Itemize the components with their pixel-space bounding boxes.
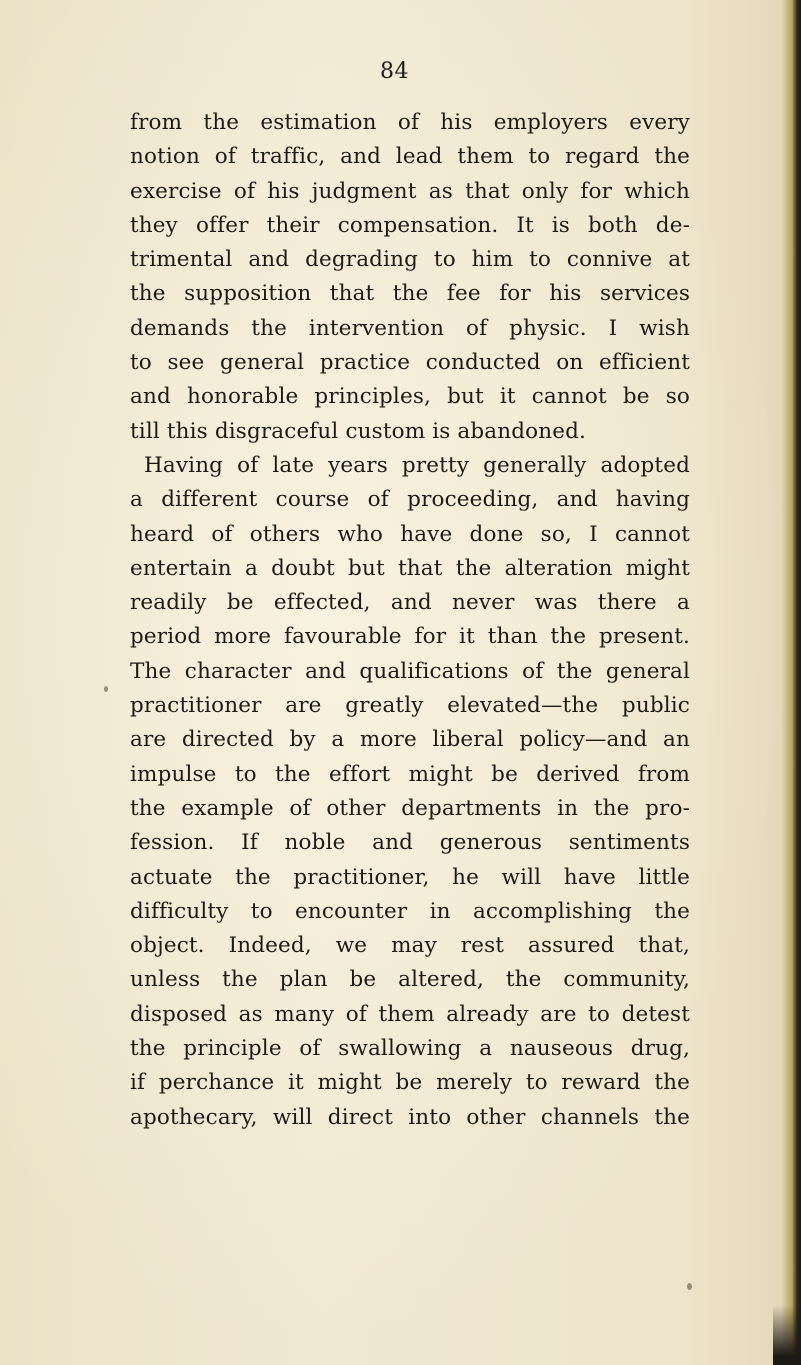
text-line: The character and qualifications of the general (130, 658, 690, 684)
text-line: a different course of proceeding, and having (130, 487, 690, 513)
text-line: impulse to the effort might be derived from (130, 761, 690, 787)
page-edge-shadow (781, 0, 801, 1365)
text-line: the example of other departments in the pro- (130, 795, 690, 821)
text-line: demands the intervention of physic. I wish (130, 315, 690, 341)
text-line: practitioner are greatly elevated—the public (130, 693, 690, 719)
text-line: fession. If noble and generous sentiments (130, 830, 690, 856)
text-line: actuate the practitioner, he will have little (130, 864, 690, 890)
text-line: disposed as many of them already are to detest (130, 1001, 690, 1027)
text-line: if perchance it might be merely to reward the (130, 1070, 690, 1096)
page-number: 84 (380, 59, 409, 84)
text-line: till this disgraceful custom is abandoned. (130, 418, 587, 444)
text-line: exercise of his judgment as that only for which (130, 178, 690, 204)
text-line: are directed by a more liberal policy—and an (130, 727, 690, 753)
paper-speck (104, 686, 108, 692)
text-line: to see general practice conducted on efficient (130, 350, 690, 376)
paper-speck (687, 1283, 692, 1290)
text-line: period more favourable for it than the present. (130, 624, 690, 650)
text-line: Having of late years pretty generally adopted (144, 452, 690, 478)
text-line: the supposition that the fee for his services (130, 281, 690, 307)
text-line: trimental and degrading to him to connive at (130, 247, 690, 273)
text-line: difficulty to encounter in accomplishing the (130, 898, 690, 924)
text-line: entertain a doubt but that the alteration might (130, 555, 690, 581)
text-line: they offer their compensation. It is both de- (130, 212, 690, 238)
body-text (130, 106, 690, 1135)
text-line: from the estimation of his employers every (130, 110, 690, 135)
text-line: apothecary, will direct into other channels the (130, 1104, 690, 1130)
page-corner-shadow (773, 1305, 801, 1365)
text-line: and honorable principles, but it cannot be so (130, 384, 690, 410)
text-line: readily be effected, and never was there a (130, 590, 690, 616)
text-line: unless the plan be altered, the community, (130, 967, 690, 993)
text-line: the principle of swallowing a nauseous drug, (130, 1036, 690, 1062)
text-line: heard of others who have done so, I cannot (130, 521, 690, 547)
text-line: object. Indeed, we may rest assured that, (130, 933, 690, 959)
text-line: notion of traffic, and lead them to regard the (130, 144, 690, 170)
